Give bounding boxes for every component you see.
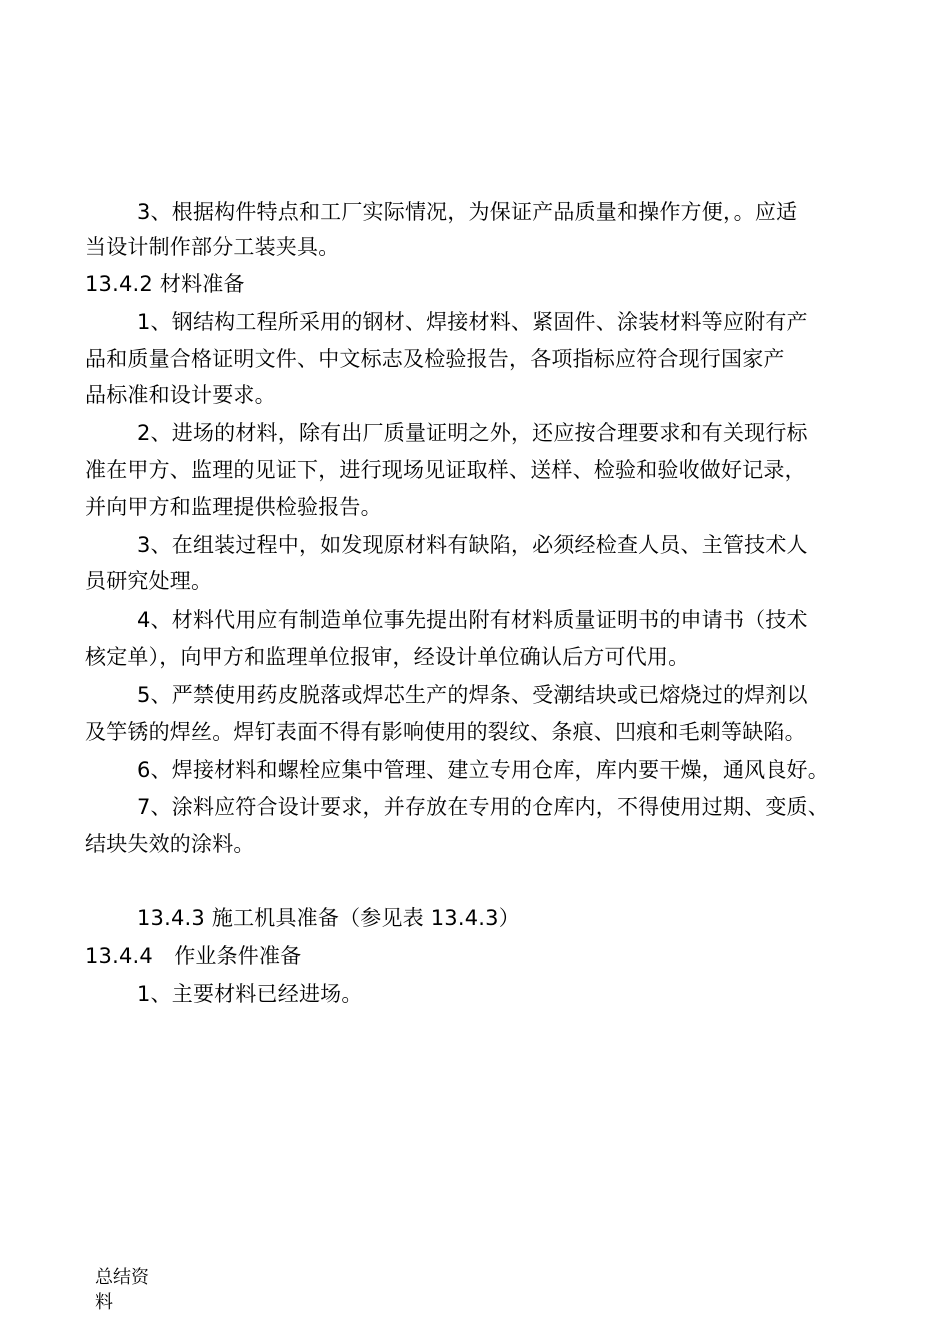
material-item4-line1: 4、材料代用应有制造单位事先提出附有材料质量证明书的申请书（技术 [137, 608, 808, 632]
material-item4-line2: 核定单），向甲方和监理单位报审，经设计单位确认后方可代用。 [85, 645, 690, 669]
section-heading-13-4-2: 13.4.2 材料准备 [85, 272, 245, 296]
footer-label-line2: 料 [95, 1292, 113, 1313]
material-item6-line1: 6、焊接材料和螺栓应集中管理、建立专用仓库，库内要干燥，通风良好。 [137, 758, 829, 782]
material-item2-line1: 2、进场的材料，除有出厂质量证明之外，还应按合理要求和有关现行标 [137, 421, 808, 445]
condition-item1: 1、主要材料已经进场。 [137, 982, 363, 1006]
section-heading-13-4-3: 13.4.3 施工机具准备（参见表 13.4.3） [137, 906, 520, 930]
material-item7-line1: 7、涂料应符合设计要求，并存放在专用的仓库内，不得使用过期、变质、 [137, 795, 829, 819]
material-item5-line2: 及竽锈的焊丝。焊钉表面不得有影响使用的裂纹、条痕、凹痕和毛刺等缺陷。 [85, 720, 806, 744]
material-item7-line2: 结块失效的涂料。 [85, 832, 255, 856]
material-item3-line2: 员研究处理。 [85, 569, 213, 593]
section-heading-13-4-4: 13.4.4 作业条件准备 [85, 944, 302, 968]
paragraph-item3-line1: 3、根据构件特点和工厂实际情况，为保证产品质量和操作方便，。应适 [137, 200, 798, 224]
material-item3-line1: 3、在组装过程中，如发现原材料有缺陷，必须经检查人员、主管技术人 [137, 533, 808, 557]
material-item1-line1: 1、钢结构工程所采用的钢材、焊接材料、紧固件、涂装材料等应附有产 [137, 310, 808, 334]
material-item1-line2: 品和质量合格证明文件、中文标志及检验报告，各项指标应符合现行国家产 [85, 347, 785, 371]
material-item2-line2: 准在甲方、监理的见证下，进行现场见证取样、送样、检验和验收做好记录， [85, 458, 806, 482]
footer-label-line1: 总结资 [95, 1267, 149, 1288]
material-item2-line3: 并向甲方和监理提供检验报告。 [85, 495, 382, 519]
material-item1-line3: 品标准和设计要求。 [85, 383, 276, 407]
material-item5-line1: 5、严禁使用药皮脱落或焊芯生产的焊条、受潮结块或已熔烧过的焊剂以 [137, 683, 808, 707]
paragraph-item3-line2: 当设计制作部分工装夹具。 [85, 235, 340, 259]
